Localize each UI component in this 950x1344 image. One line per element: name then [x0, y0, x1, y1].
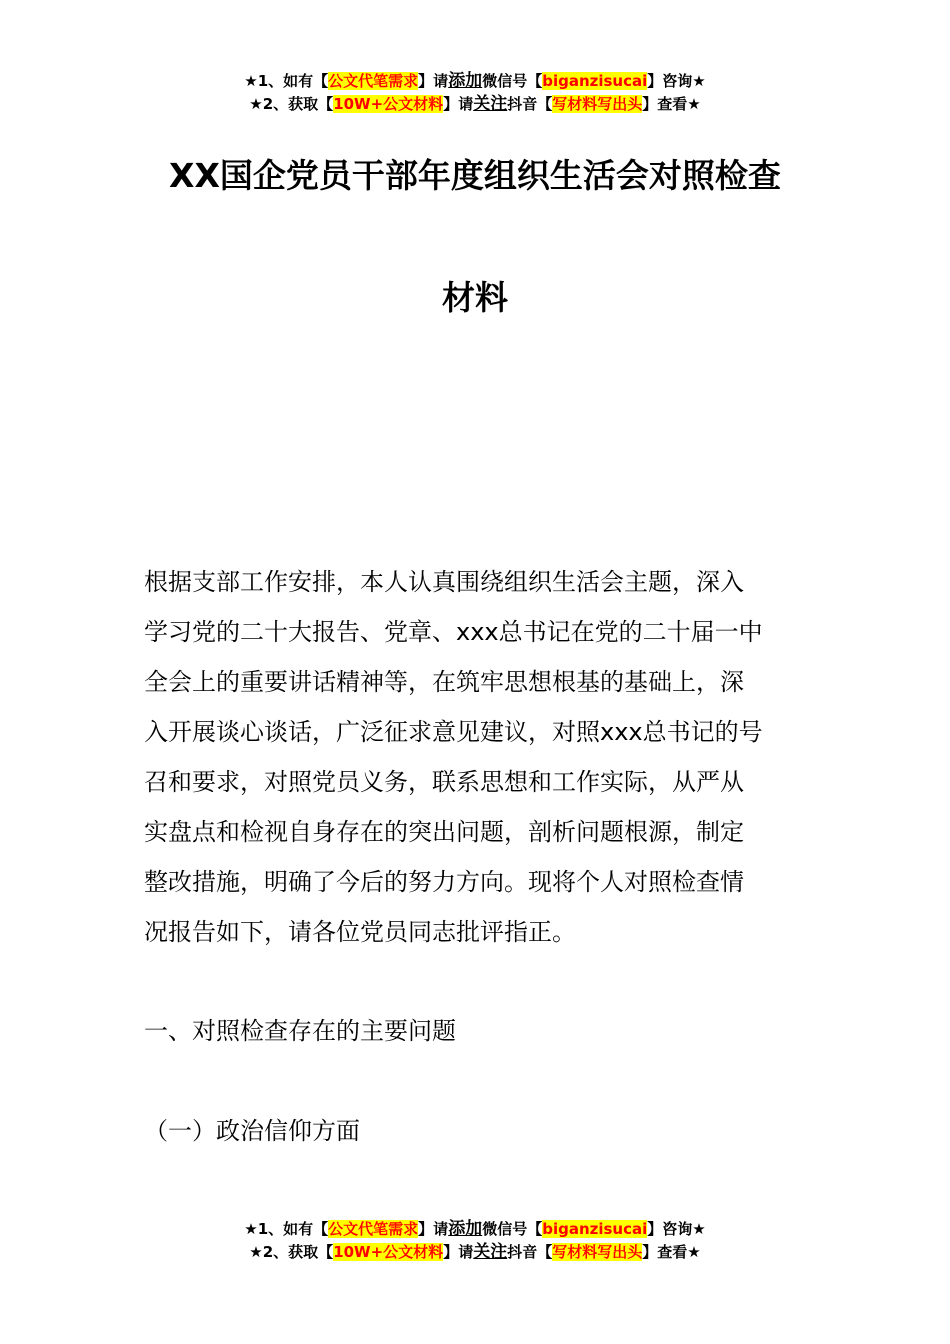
banner-text: 抖音【 — [507, 95, 553, 113]
paragraph-line: 况报告如下，请各位党员同志批评指正。 — [144, 918, 576, 946]
banner-emphasis: 关注 — [473, 94, 508, 114]
paragraph-line: 入开展谈心谈话，广泛征求意见建议，对照xxx总书记的号 — [144, 718, 763, 746]
banner-highlight: 写材料写出头 — [552, 1243, 643, 1261]
banner-line-2 — [0, 93, 950, 116]
paragraph-line: 实盘点和检视自身存在的突出问题，剖析问题根源，制定 — [144, 818, 744, 846]
banner-text: 】请 — [443, 1243, 474, 1261]
banner-text: 微信号【 — [482, 72, 543, 90]
banner-text: ★1、如有【 — [244, 1220, 329, 1238]
banner-text: 抖音【 — [507, 1243, 553, 1261]
banner-text: ★2、获取【 — [249, 95, 334, 113]
subsection-heading: （一）政治信仰方面 — [144, 1117, 360, 1145]
banner-highlight: 公文代笔需求 — [328, 1220, 419, 1238]
bottom-banner — [0, 1218, 950, 1264]
paragraph-line: 召和要求，对照党员义务，联系思想和工作实际，从严从 — [144, 768, 744, 796]
banner-line-2 — [0, 1241, 950, 1264]
paragraph-line: 根据支部工作安排，本人认真围绕组织生活会主题，深入 — [144, 568, 744, 596]
banner-text: ★1、如有【 — [244, 72, 329, 90]
banner-emphasis: 关注 — [473, 1242, 508, 1262]
banner-text: 】咨询★ — [647, 72, 706, 90]
paragraph-line: 整改措施，明确了今后的努力方向。现将个人对照检查情 — [144, 868, 744, 896]
document-title-line-1: XX国企党员干部年度组织生活会对照检查 — [169, 156, 781, 195]
banner-text: 】查看★ — [642, 95, 701, 113]
banner-text: ★2、获取【 — [249, 1243, 334, 1261]
paragraph-line: 全会上的重要讲话精神等，在筑牢思想根基的基础上，深 — [144, 668, 744, 696]
banner-line-1 — [0, 70, 950, 93]
banner-text: 微信号【 — [482, 1220, 543, 1238]
top-banner — [0, 70, 950, 116]
banner-text: 】请 — [418, 1220, 449, 1238]
banner-text: 】查看★ — [642, 1243, 701, 1261]
banner-emphasis: 添加 — [448, 71, 483, 91]
section-heading: 一、对照检查存在的主要问题 — [144, 1017, 456, 1045]
banner-highlight: 写材料写出头 — [552, 95, 643, 113]
banner-line-1 — [0, 1218, 950, 1241]
banner-highlight: 公文代笔需求 — [328, 72, 419, 90]
banner-emphasis: 添加 — [448, 1219, 483, 1239]
document-title-line-2: 材料 — [442, 278, 508, 317]
banner-highlight: 10W+公文材料 — [333, 1243, 444, 1261]
banner-highlight: biganzisucai — [542, 72, 648, 90]
banner-highlight: 10W+公文材料 — [333, 95, 444, 113]
banner-highlight: biganzisucai — [542, 1220, 648, 1238]
banner-text: 】咨询★ — [647, 1220, 706, 1238]
banner-text: 】请 — [443, 95, 474, 113]
paragraph-line: 学习党的二十大报告、党章、xxx总书记在党的二十届一中 — [144, 618, 763, 646]
banner-text: 】请 — [418, 72, 449, 90]
intro-paragraph — [144, 557, 812, 957]
